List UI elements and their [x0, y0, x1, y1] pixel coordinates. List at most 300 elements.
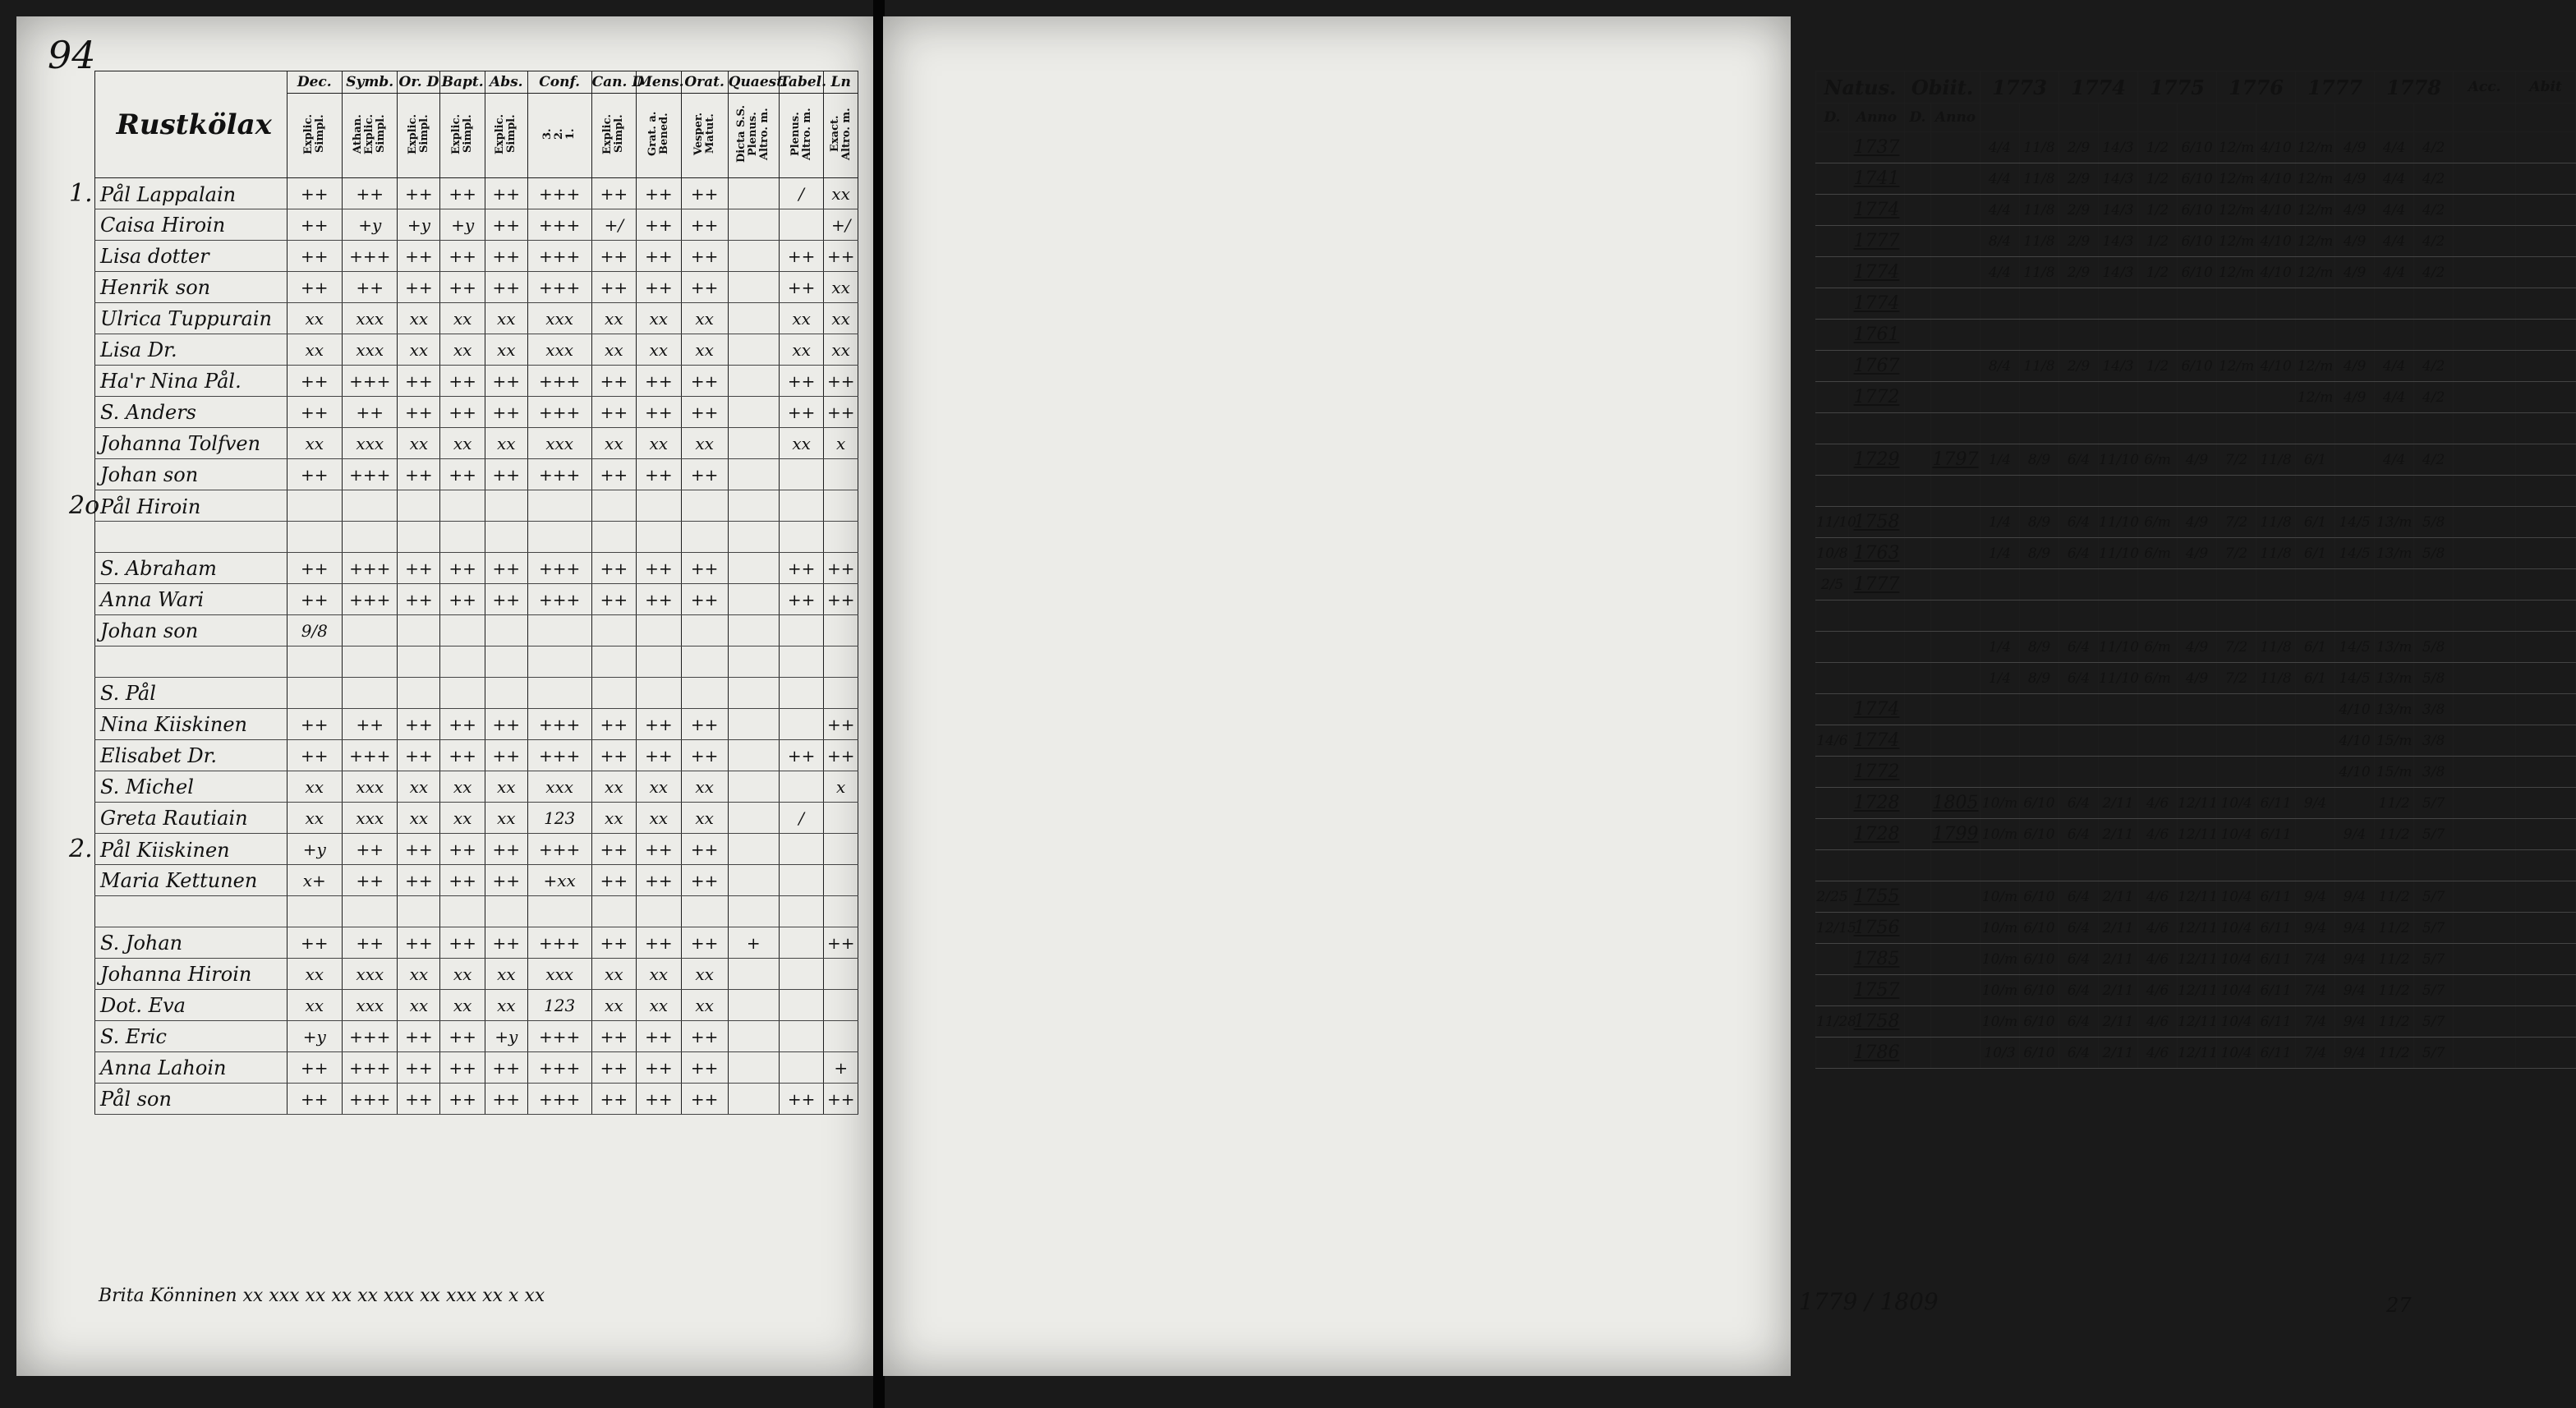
person-name: S. Pål [100, 681, 156, 705]
knowledge-mark-cell: ++ [485, 553, 527, 584]
abit-cell [2516, 257, 2576, 288]
birth-year-cell: 1758 [1849, 507, 1905, 538]
death-year-cell [1931, 507, 1980, 538]
knowledge-mark-cell: ++ [485, 834, 527, 865]
communion-date-cell: 14/3 [2099, 163, 2138, 195]
communion-date-cell: 11/10 [2099, 663, 2138, 694]
knowledge-mark-cell [779, 1052, 823, 1084]
communion-date-cell [2059, 476, 2099, 507]
knowledge-mark-cell: ++ [681, 709, 728, 740]
abit-cell [2516, 163, 2576, 195]
table-row [95, 803, 858, 834]
person-name-cell [95, 803, 288, 834]
communion-date-cell: 1/4 [1980, 663, 2020, 694]
communion-date-cell: 5/7 [2414, 788, 2454, 819]
communion-date-cell: 12/11 [2178, 913, 2217, 944]
knowledge-mark-cell: xxx [343, 428, 398, 459]
knowledge-mark-cell [343, 615, 398, 646]
knowledge-mark-cell: +++ [527, 927, 591, 959]
knowledge-mark-cell [728, 459, 779, 490]
communion-date-cell: 2/11 [2099, 1038, 2138, 1069]
knowledge-mark-cell: xxx [343, 334, 398, 366]
knowledge-mark-cell [343, 490, 398, 522]
birth-day-cell [1816, 944, 1849, 975]
footer-years: 1779 / 1809 [1799, 1288, 1939, 1315]
communion-date-cell: 6/10 [2178, 226, 2217, 257]
birth-day-cell [1816, 444, 1849, 476]
knowledge-mark-cell: ++ [824, 397, 858, 428]
communion-date-cell [2138, 600, 2178, 632]
person-name: S. Johan [100, 931, 183, 955]
knowledge-mark-cell [824, 1021, 858, 1052]
communion-date-cell [2138, 413, 2178, 444]
communion-date-cell: 2/9 [2059, 351, 2099, 382]
communion-date-cell: 6/10 [2020, 881, 2059, 913]
communion-date-cell [2296, 600, 2335, 632]
knowledge-mark-cell [440, 678, 485, 709]
acc-cell [2454, 569, 2516, 600]
communion-date-cell [1980, 476, 2020, 507]
acc-cell [2454, 913, 2516, 944]
blank-subheader [2217, 104, 2256, 132]
knowledge-mark-cell: ++ [485, 397, 527, 428]
communion-date-cell [2020, 725, 2059, 757]
knowledge-mark-cell [728, 678, 779, 709]
communion-date-cell [2414, 850, 2454, 881]
knowledge-mark-cell [824, 646, 858, 678]
blank-subheader [2099, 104, 2138, 132]
knowledge-mark-cell: xx [637, 771, 681, 803]
communion-date-cell: 4/4 [2375, 195, 2414, 226]
communion-date-cell: 4/4 [1980, 257, 2020, 288]
table-row [1816, 881, 2576, 913]
acc-cell [2454, 226, 2516, 257]
subheader-label: Altro. m. [840, 108, 853, 160]
knowledge-mark-cell [728, 178, 779, 209]
column-header: Dec. [287, 71, 342, 94]
birth-day-cell [1816, 132, 1849, 163]
communion-date-cell: 6/10 [2020, 975, 2059, 1006]
knowledge-mark-cell: ++ [637, 241, 681, 272]
communion-date-cell [2020, 850, 2059, 881]
column-header: Abs. [485, 71, 527, 94]
knowledge-mark-cell: xx [681, 303, 728, 334]
death-year-cell [1931, 881, 1980, 913]
person-name: Caisa Hiroin [100, 213, 226, 237]
knowledge-mark-cell [398, 646, 440, 678]
communion-date-cell: 9/4 [2335, 913, 2375, 944]
communion-date-cell: 10/4 [2217, 1038, 2256, 1069]
communion-date-cell [2020, 382, 2059, 413]
communion-date-cell [2256, 725, 2296, 757]
communion-date-cell: 11/8 [2020, 226, 2059, 257]
death-year-cell [1931, 351, 1980, 382]
table-row [1816, 476, 2576, 507]
table-row [1816, 913, 2576, 944]
communion-date-cell [2217, 757, 2256, 788]
person-name-cell [95, 522, 288, 553]
abit-cell [2516, 569, 2576, 600]
communion-date-cell [2217, 569, 2256, 600]
birth-year-cell: 1757 [1849, 975, 1905, 1006]
knowledge-mark-cell: ++ [591, 584, 636, 615]
communion-date-cell [2256, 694, 2296, 725]
communion-date-cell: 6/m [2138, 632, 2178, 663]
knowledge-mark-cell [728, 1021, 779, 1052]
communion-date-cell [2375, 600, 2414, 632]
knowledge-mark-cell: xx [287, 334, 342, 366]
knowledge-mark-cell: ++ [637, 272, 681, 303]
communion-date-cell: 11/8 [2020, 132, 2059, 163]
knowledge-mark-cell: ++ [681, 397, 728, 428]
abit-cell [2516, 819, 2576, 850]
knowledge-mark-cell: ++ [287, 459, 342, 490]
birth-day-cell [1816, 694, 1849, 725]
column-header: Orat. [681, 71, 728, 94]
communion-date-cell [2178, 600, 2217, 632]
knowledge-mark-cell: xx [398, 428, 440, 459]
knowledge-mark-cell: ++ [637, 865, 681, 896]
acc-cell [2454, 195, 2516, 226]
subheader-label: Simpl. [505, 114, 518, 154]
knowledge-mark-cell: xx [440, 990, 485, 1021]
communion-date-cell [2375, 850, 2414, 881]
table-row [1816, 507, 2576, 538]
blank-subheader [2414, 104, 2454, 132]
communion-date-cell [2256, 288, 2296, 320]
knowledge-mark-cell [779, 771, 823, 803]
table-row [1816, 257, 2576, 288]
knowledge-mark-cell: / [779, 178, 823, 209]
knowledge-mark-cell: xxx [527, 303, 591, 334]
knowledge-mark-cell: xx [440, 428, 485, 459]
knowledge-mark-cell: xx [824, 178, 858, 209]
knowledge-mark-cell: xx [485, 771, 527, 803]
communion-date-cell: 1/4 [1980, 507, 2020, 538]
communion-date-cell: 12/m [2296, 351, 2335, 382]
communion-date-cell: 1/4 [1980, 632, 2020, 663]
knowledge-mark-cell: ++ [485, 241, 527, 272]
communion-date-cell: 6/4 [2059, 913, 2099, 944]
communion-date-cell: 12/m [2217, 163, 2256, 195]
communion-date-cell: 4/9 [2178, 663, 2217, 694]
column-subheader [728, 94, 779, 178]
parish-title: Rustkölax [95, 71, 288, 178]
person-name: Anna Wari [100, 587, 205, 611]
person-name: S. Abraham [100, 556, 217, 580]
knowledge-mark-cell [398, 678, 440, 709]
knowledge-mark-cell: xxx [343, 990, 398, 1021]
communion-date-cell: 6/11 [2256, 1006, 2296, 1038]
knowledge-mark-cell [637, 896, 681, 927]
knowledge-mark-cell: ++ [591, 272, 636, 303]
knowledge-mark-cell: +y [287, 834, 342, 865]
communion-date-cell [2138, 725, 2178, 757]
person-name: Lisa Dr. [100, 338, 177, 361]
person-name-cell [95, 209, 288, 241]
communion-date-cell: 4/9 [2335, 132, 2375, 163]
communion-date-cell [2138, 757, 2178, 788]
acc-cell [2454, 663, 2516, 694]
knowledge-mark-cell: ++ [287, 553, 342, 584]
communion-date-cell: 9/4 [2335, 1006, 2375, 1038]
communion-date-cell [2375, 288, 2414, 320]
knowledge-mark-cell: ++ [343, 927, 398, 959]
knowledge-mark-cell: ++ [440, 584, 485, 615]
household-number: 1. [69, 179, 93, 208]
death-year-cell [1931, 1038, 1980, 1069]
acc-cell [2454, 850, 2516, 881]
birth-year-cell [1849, 476, 1905, 507]
communion-date-cell: 4/2 [2414, 226, 2454, 257]
table-row [95, 241, 858, 272]
knowledge-mark-cell: xx [824, 272, 858, 303]
death-day-cell [1905, 757, 1931, 788]
knowledge-mark-cell: ++ [440, 459, 485, 490]
acc-cell [2454, 163, 2516, 195]
blank-subheader [2335, 104, 2375, 132]
acc-cell [2454, 1038, 2516, 1069]
communion-date-cell: 9/4 [2296, 881, 2335, 913]
communion-date-cell: 4/2 [2414, 257, 2454, 288]
communion-date-cell: 4/6 [2138, 944, 2178, 975]
knowledge-mark-cell [440, 896, 485, 927]
table-row [95, 459, 858, 490]
death-day-cell [1905, 444, 1931, 476]
knowledge-mark-cell: ++ [591, 865, 636, 896]
communion-date-cell: 11/2 [2375, 913, 2414, 944]
communion-date-cell: 7/2 [2217, 444, 2256, 476]
subheader-label: Explic. [494, 113, 507, 154]
birth-day-cell [1816, 163, 1849, 195]
birth-year-cell: 1741 [1849, 163, 1905, 195]
knowledge-mark-cell [287, 896, 342, 927]
communion-date-cell: 15/m [2375, 725, 2414, 757]
knowledge-mark-cell: xx [637, 803, 681, 834]
communion-date-cell: 5/7 [2414, 1006, 2454, 1038]
knowledge-mark-cell: ++ [398, 865, 440, 896]
knowledge-mark-cell: ++ [287, 740, 342, 771]
birth-year-cell: 1728 [1849, 819, 1905, 850]
communion-date-cell: 4/6 [2138, 1006, 2178, 1038]
knowledge-mark-cell: +++ [527, 397, 591, 428]
abit-cell [2516, 382, 2576, 413]
communion-date-cell: 9/4 [2335, 881, 2375, 913]
birth-year-cell: 1728 [1849, 788, 1905, 819]
communion-date-cell: 6/11 [2256, 819, 2296, 850]
person-name-cell [95, 334, 288, 366]
knowledge-mark-cell: ++ [398, 740, 440, 771]
abit-cell [2516, 476, 2576, 507]
knowledge-mark-cell: ++ [637, 927, 681, 959]
communion-date-cell: 6/10 [2020, 913, 2059, 944]
communion-date-cell: 5/7 [2414, 1038, 2454, 1069]
knowledge-mark-cell [779, 459, 823, 490]
communion-date-cell: 4/2 [2414, 382, 2454, 413]
knowledge-mark-cell: xx [398, 990, 440, 1021]
knowledge-mark-cell [728, 428, 779, 459]
communion-date-cell: 13/m [2375, 507, 2414, 538]
knowledge-mark-cell: ++ [824, 553, 858, 584]
death-year-cell [1931, 600, 1980, 632]
table-row [95, 490, 858, 522]
table-row [1816, 1006, 2576, 1038]
knowledge-mark-cell: ++ [485, 272, 527, 303]
knowledge-mark-cell: xx [398, 803, 440, 834]
death-year-cell [1931, 913, 1980, 944]
birth-day-cell [1816, 257, 1849, 288]
communion-date-cell [2020, 476, 2059, 507]
communion-date-cell [2414, 569, 2454, 600]
communion-date-cell: 9/4 [2335, 819, 2375, 850]
communion-date-cell [2138, 320, 2178, 351]
natus-year-header: Anno [1849, 104, 1905, 132]
communion-date-cell: 11/8 [2256, 507, 2296, 538]
knowledge-mark-cell: ++ [637, 366, 681, 397]
person-name-cell [95, 927, 288, 959]
communion-date-cell: 5/8 [2414, 538, 2454, 569]
knowledge-mark-cell: +++ [343, 584, 398, 615]
communion-date-cell: 4/6 [2138, 975, 2178, 1006]
birth-year-cell: 1758 [1849, 1006, 1905, 1038]
obiit-header: Obiit. [1905, 71, 1980, 104]
communion-date-cell: 5/7 [2414, 819, 2454, 850]
column-header: Quaest. [728, 71, 779, 94]
communion-date-cell [1980, 694, 2020, 725]
communion-date-cell: 3/8 [2414, 694, 2454, 725]
communion-date-cell: 9/4 [2335, 1038, 2375, 1069]
knowledge-mark-cell: ++ [398, 584, 440, 615]
communion-date-cell [2059, 569, 2099, 600]
knowledge-mark-cell: ++ [681, 178, 728, 209]
knowledge-mark-cell [637, 522, 681, 553]
knowledge-mark-cell: xx [681, 959, 728, 990]
year-header: 1776 [2217, 71, 2296, 104]
knowledge-mark-cell [728, 522, 779, 553]
knowledge-mark-cell: +++ [527, 178, 591, 209]
communion-date-cell: 11/10 [2099, 444, 2138, 476]
communion-date-cell [2020, 288, 2059, 320]
knowledge-mark-cell [728, 1052, 779, 1084]
communion-date-cell: 14/5 [2335, 632, 2375, 663]
knowledge-mark-cell: ++ [779, 272, 823, 303]
knowledge-mark-cell: xx [681, 990, 728, 1021]
knowledge-mark-cell: xx [440, 803, 485, 834]
communion-date-cell: 4/9 [2335, 382, 2375, 413]
person-name: Nina Kiiskinen [100, 712, 248, 736]
death-year-cell [1931, 694, 1980, 725]
communion-date-cell: 14/3 [2099, 351, 2138, 382]
acc-cell [2454, 351, 2516, 382]
table-row [95, 272, 858, 303]
person-name: Lisa dotter [100, 244, 209, 268]
person-name-cell [69, 178, 288, 209]
communion-date-cell: 4/4 [2375, 382, 2414, 413]
communion-date-cell: 2/11 [2099, 913, 2138, 944]
death-day-cell [1905, 476, 1931, 507]
death-day-cell [1905, 1006, 1931, 1038]
abit-cell [2516, 975, 2576, 1006]
death-day-cell [1905, 382, 1931, 413]
subheader-label: Explic. [450, 113, 463, 154]
communion-date-cell [2256, 569, 2296, 600]
table-row [95, 303, 858, 334]
knowledge-mark-cell [485, 522, 527, 553]
knowledge-mark-cell: xx [681, 428, 728, 459]
communion-date-cell: 14/3 [2099, 257, 2138, 288]
communion-date-cell: 6/1 [2296, 538, 2335, 569]
subheader-label: Matut. [703, 113, 716, 154]
person-name: Johanna Tolfven [100, 431, 261, 455]
year-header: 1775 [2138, 71, 2217, 104]
birth-day-cell: 10/8 [1816, 538, 1849, 569]
death-year-cell [1931, 413, 1980, 444]
knowledge-mark-cell [591, 490, 636, 522]
knowledge-mark-cell [527, 646, 591, 678]
communion-date-cell: 12/m [2217, 132, 2256, 163]
knowledge-mark-cell: ++ [343, 709, 398, 740]
knowledge-mark-cell [527, 896, 591, 927]
communion-date-cell [2020, 569, 2059, 600]
communion-date-cell [2178, 382, 2217, 413]
death-year-cell: 1805 [1931, 788, 1980, 819]
knowledge-mark-cell: +++ [343, 553, 398, 584]
communion-date-cell: 10/3 [1980, 1038, 2020, 1069]
subheader-label: Exact. [828, 115, 841, 153]
communion-date-cell: 13/m [2375, 663, 2414, 694]
birth-day-cell [1816, 600, 1849, 632]
table-row [95, 553, 858, 584]
knowledge-mark-cell: xx [287, 771, 342, 803]
knowledge-mark-cell [728, 584, 779, 615]
knowledge-mark-cell: +/ [591, 209, 636, 241]
death-year-cell [1931, 226, 1980, 257]
knowledge-mark-cell: ++ [779, 740, 823, 771]
communion-date-cell [2099, 725, 2138, 757]
birth-death-register-table [1815, 71, 2576, 1069]
knowledge-mark-cell: ++ [637, 397, 681, 428]
household-number: 2o [69, 491, 100, 520]
abit-cell [2516, 632, 2576, 663]
catechism-register-table [69, 71, 858, 1115]
knowledge-mark-cell: ++ [824, 366, 858, 397]
knowledge-mark-cell: ++ [398, 553, 440, 584]
knowledge-mark-cell [681, 522, 728, 553]
communion-date-cell [2217, 725, 2256, 757]
communion-date-cell: 4/10 [2256, 226, 2296, 257]
blank-subheader [2138, 104, 2178, 132]
communion-date-cell: 7/4 [2296, 1006, 2335, 1038]
birth-day-cell [1816, 850, 1849, 881]
communion-date-cell: 11/8 [2256, 444, 2296, 476]
communion-date-cell: 12/m [2296, 195, 2335, 226]
person-name: Elisabet Dr. [100, 743, 218, 767]
knowledge-mark-cell: ++ [398, 178, 440, 209]
communion-date-cell: 4/2 [2414, 163, 2454, 195]
acc-cell [2454, 600, 2516, 632]
communion-date-cell: 3/8 [2414, 757, 2454, 788]
knowledge-mark-cell: ++ [287, 209, 342, 241]
subheader-label: Explic. [601, 113, 614, 154]
table-row [1816, 288, 2576, 320]
birth-year-cell: 1755 [1849, 881, 1905, 913]
communion-date-cell: 9/4 [2335, 944, 2375, 975]
communion-date-cell: 4/6 [2138, 1038, 2178, 1069]
knowledge-mark-cell: ++ [398, 459, 440, 490]
birth-day-cell [1816, 226, 1849, 257]
column-header: Bapt. [440, 71, 485, 94]
knowledge-mark-cell [779, 834, 823, 865]
